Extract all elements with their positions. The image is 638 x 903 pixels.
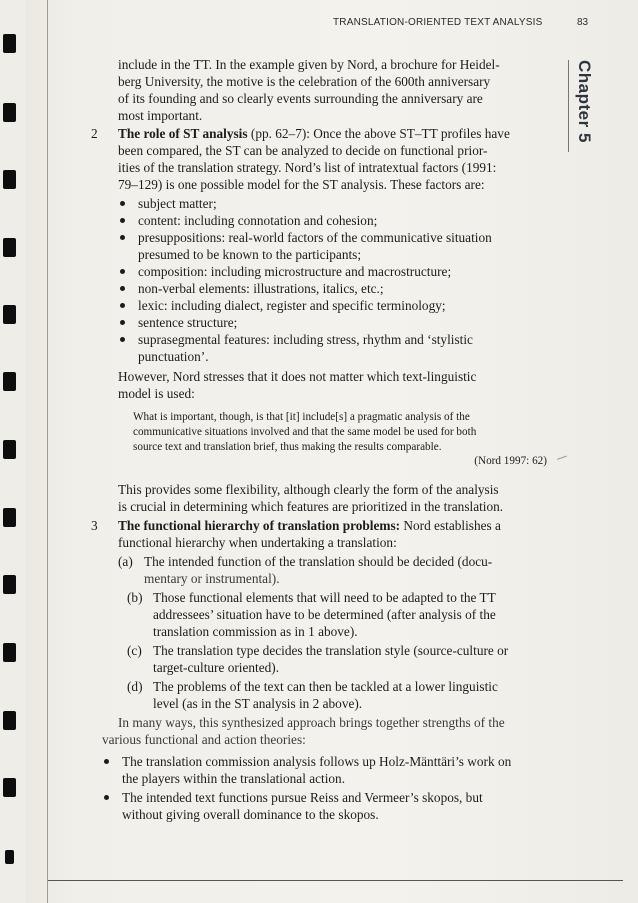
synthesis-paragraph <box>102 714 562 748</box>
step-label: (d) <box>127 679 143 694</box>
step-b <box>127 589 557 640</box>
step-d <box>127 678 557 712</box>
binding-edge <box>47 0 48 903</box>
text-line: functional hierarchy when undertaking a translation: <box>118 535 397 550</box>
text-line: This provides some flexibility, although clearly the form of the analysis <box>118 482 499 497</box>
item-number: 3 <box>91 518 98 533</box>
running-head: TRANSLATION-ORIENTED TEXT ANALYSIS <box>333 17 543 28</box>
text-line <box>118 517 548 534</box>
text-line: ities of the translation strategy. Nord’s list of intratextual factors (1991: <box>118 160 497 175</box>
chapter-tab-label: Chapter 5 <box>575 60 594 143</box>
binding-hole <box>3 508 16 527</box>
step-body <box>153 678 563 712</box>
text-line: Those functional elements that will need to be adapted to the TT <box>153 590 496 605</box>
list-item <box>118 297 558 314</box>
text-line: target-culture oriented). <box>153 660 280 675</box>
text-line: without giving overall dominance to the skopos. <box>122 807 379 822</box>
binding-hole <box>3 372 16 391</box>
step-body <box>153 642 563 676</box>
text-line: of its founding and so clearly events surrounding the anniversary are <box>118 91 483 106</box>
text-line: 79–129) is one possible model for the ST analysis. These factors are: <box>118 177 485 192</box>
text-line: level (as in the ST analysis in 2 above). <box>153 696 363 711</box>
page-bottom-edge <box>48 880 623 881</box>
spiral-binding <box>0 0 26 903</box>
text-line: The translation type decides the translation style (source-culture or <box>153 643 509 658</box>
text-line: various functional and action theories: <box>102 732 306 747</box>
quote-line: What is important, though, is that [it] include[s] a pragmatic analysis of the <box>133 411 470 423</box>
item3-paragraph <box>118 517 548 551</box>
text-line: is crucial in determining which features are prioritized in the translation. <box>118 499 504 514</box>
binding-hole <box>5 850 14 864</box>
binding-hole <box>3 238 16 257</box>
block-quote <box>133 410 547 469</box>
text-line: the players within the translational action. <box>122 771 346 786</box>
text-line: include in the TT. In the example given by Nord, a brochure for Heidel- <box>118 57 500 72</box>
text-line: content: including connotation and cohesion; <box>138 213 378 228</box>
text-line: The intended function of the translation should be decided (docu- <box>144 554 493 569</box>
step-a <box>118 553 558 587</box>
text-line: subject matter; <box>138 196 217 211</box>
step-body <box>144 553 554 587</box>
intro-paragraph <box>118 56 548 124</box>
list-item <box>118 314 558 331</box>
binding-hole <box>3 643 16 662</box>
text-line: suprasegmental features: including stress, rhythm and ‘stylistic <box>138 332 473 347</box>
text-line: berg University, the motive is the celebration of the 600th anniversary <box>118 74 491 89</box>
step-label: (c) <box>127 643 142 658</box>
text-line: been compared, the ST can be analyzed to decide on functional prior- <box>118 143 488 158</box>
text-line: translation commission as in 1 above). <box>153 624 358 639</box>
binding-hole <box>3 440 16 459</box>
binding-hole <box>3 103 16 122</box>
text-line: presumed to be known to the participants; <box>138 247 362 262</box>
text-line: composition: including microstructure and macrostructure; <box>138 264 452 279</box>
list-item <box>118 280 558 297</box>
text-line: However, Nord stresses that it does not matter which text-linguistic <box>118 369 477 384</box>
however-paragraph <box>118 368 548 402</box>
text-line: sentence structure; <box>138 315 238 330</box>
text-line: mentary or instrumental). <box>144 571 280 586</box>
chapter-tab <box>572 60 596 160</box>
quote-citation: (Nord 1997: 62) <box>474 455 547 468</box>
text-line: The translation commission analysis follows up Holz-Mänttäri’s work on <box>122 754 512 769</box>
pencil-mark <box>557 456 569 466</box>
text-line <box>118 125 548 142</box>
list-item <box>118 331 558 365</box>
chapter-tab-rule <box>568 60 569 152</box>
step-label: (b) <box>127 590 143 605</box>
text-line: addressees’ situation have to be determined (after analysis of the <box>153 607 496 622</box>
text-span: (pp. 62–7): Once the above ST–TT profiles have <box>247 126 510 141</box>
binding-hole <box>3 711 16 730</box>
text-line: lexic: including dialect, register and specific terminology; <box>138 298 446 313</box>
step-body <box>153 589 563 640</box>
conclusion-list <box>102 753 562 823</box>
item-number: 2 <box>91 126 98 141</box>
list-item <box>102 753 562 787</box>
text-line: The intended text functions pursue Reiss and Vermeer’s skopos, but <box>122 790 483 805</box>
factor-list <box>118 195 558 365</box>
list-item <box>118 195 558 212</box>
text-line: punctuation’. <box>138 349 209 364</box>
binding-hole <box>3 170 16 189</box>
item2-heading: The role of ST analysis <box>118 126 248 141</box>
text-line: presuppositions: real-world factors of the communicative situation <box>138 230 492 245</box>
list-item <box>118 212 558 229</box>
page-number: 83 <box>577 17 589 28</box>
item2-paragraph <box>118 125 548 193</box>
text-line: model is used: <box>118 386 195 401</box>
binding-hole <box>3 778 16 797</box>
text-span: Nord establishes a <box>400 518 501 533</box>
quote-line: communicative situations involved and that the same model be used for both <box>133 425 477 438</box>
text-line: The problems of the text can then be tackled at a lower linguistic <box>153 679 498 694</box>
text-line: most important. <box>118 108 203 123</box>
list-item <box>118 229 558 263</box>
text-line: non-verbal elements: illustrations, italics, etc.; <box>138 281 384 296</box>
item3-heading: The functional hierarchy of translation problems: <box>118 518 401 533</box>
binding-hole <box>3 575 16 594</box>
binding-hole <box>3 34 16 53</box>
binding-hole <box>3 305 16 324</box>
step-c <box>127 642 557 676</box>
step-label: (a) <box>118 554 133 569</box>
list-item <box>102 789 562 823</box>
flexibility-paragraph <box>118 481 548 515</box>
list-item <box>118 263 558 280</box>
text-line: In many ways, this synthesized approach brings together strengths of the <box>118 715 505 730</box>
quote-line: source text and translation brief, thus making the results comparable. <box>133 440 442 453</box>
